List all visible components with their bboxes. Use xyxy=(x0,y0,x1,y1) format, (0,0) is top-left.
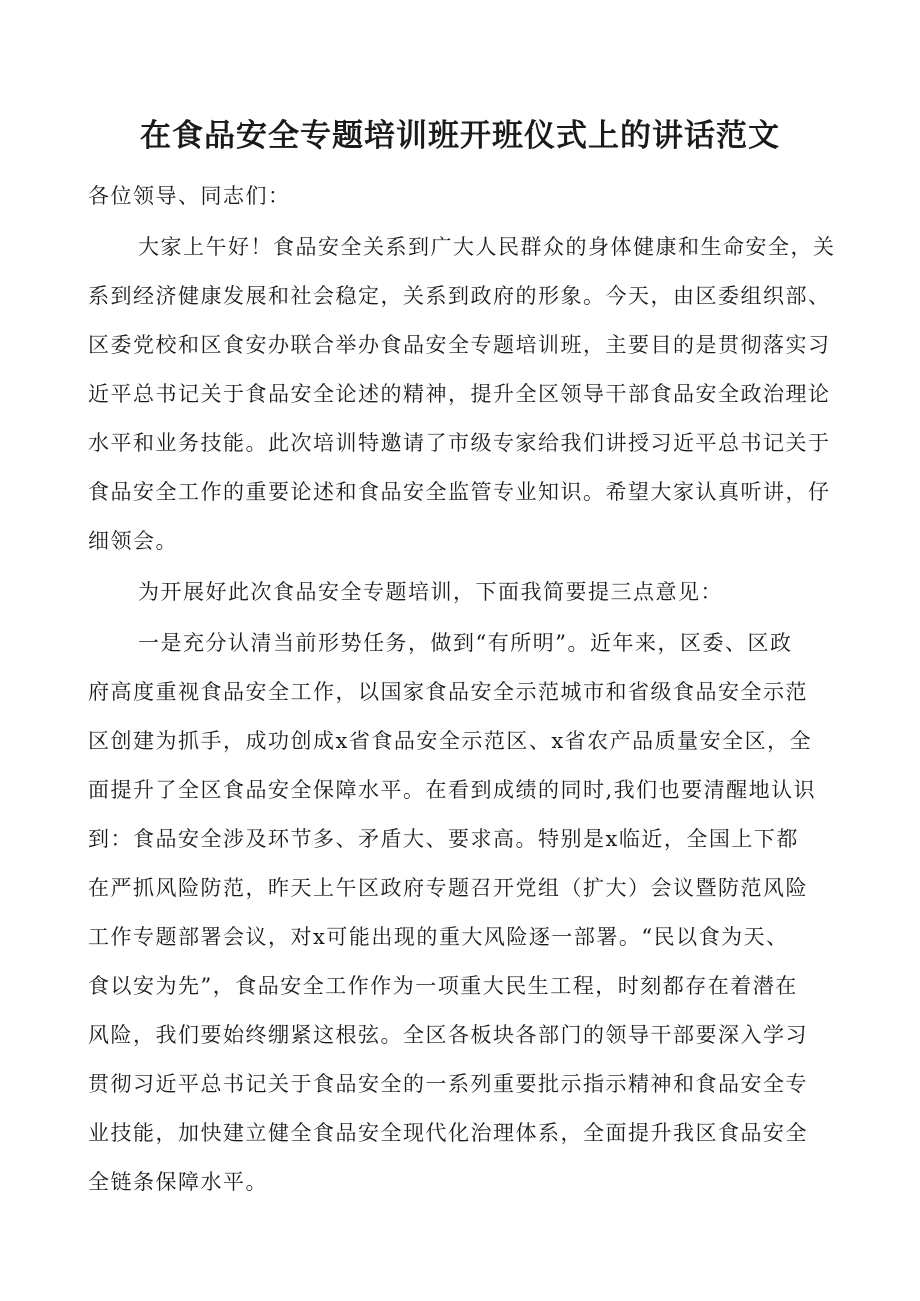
paragraph-line: 贯彻习近平总书记关于食品安全的一系列重要批示指示精神和食品安全专 xyxy=(88,1072,808,1096)
paragraph-line: 为开展好此次食品安全专题培训，下面我简要提三点意见： xyxy=(138,580,723,604)
paragraph-line: 全链条保障水平。 xyxy=(88,1170,268,1194)
paragraph-line: 水平和业务技能。此次培训特邀请了市级专家给我们讲授习近平总书记关于 xyxy=(88,431,831,455)
paragraph-line: 区委党校和区食安办联合举办食品安全专题培训班，主要目的是贯彻落实习 xyxy=(88,333,831,357)
salutation-line: 各位领导、同志们： xyxy=(88,184,291,208)
paragraph-line: 在严抓风险防范，昨天上午区政府专题召开党组（扩大）会议暨防范风险 xyxy=(88,876,808,900)
paragraph-line: 食以安为先”，食品安全工作作为一项重大民生工程，时刻都存在着潜在 xyxy=(88,974,798,998)
paragraph-line: 风险，我们要始终绷紧这根弦。全区各板块各部门的领导干部要深入学习 xyxy=(88,1023,808,1047)
paragraph-line: 近平总书记关于食品安全论述的精神，提升全区领导干部食品安全政治理论 xyxy=(88,382,831,406)
paragraph-line: 细领会。 xyxy=(88,529,178,553)
paragraph-line: 一是充分认清当前形势任务，做到“有所明”。近年来，区委、区政 xyxy=(138,631,793,655)
paragraph-line: 工作专题部署会议，对x可能出现的重大风险逐一部署。“民以食为天、 xyxy=(88,925,789,949)
paragraph-line: 大家上午好！食品安全关系到广大人民群众的身体健康和生命安全，关 xyxy=(138,235,836,259)
paragraph-line: 到：食品安全涉及环节多、矛盾大、要求高。特别是x临近，全国上下都 xyxy=(88,827,799,851)
document-title: 在食品安全专题培训班开班仪式上的讲话范文 xyxy=(140,118,780,154)
paragraph-line: 系到经济健康发展和社会稳定，关系到政府的形象。今天，由区委组织部、 xyxy=(88,284,831,308)
paragraph-line: 食品安全工作的重要论述和食品安全监管专业知识。希望大家认真听讲，仔 xyxy=(88,480,831,504)
paragraph-line: 府高度重视食品安全工作，以国家食品安全示范城市和省级食品安全示范 xyxy=(88,680,808,704)
paragraph-line: 面提升了全区食品安全保障水平。在看到成绩的同时,我们也要清醒地认识 xyxy=(88,778,817,802)
paragraph-line: 业技能，加快建立健全食品安全现代化治理体系，全面提升我区食品安全 xyxy=(88,1121,808,1145)
paragraph-line: 区创建为抓手，成功创成x省食品安全示范区、x省农产品质量安全区，全 xyxy=(88,729,813,753)
